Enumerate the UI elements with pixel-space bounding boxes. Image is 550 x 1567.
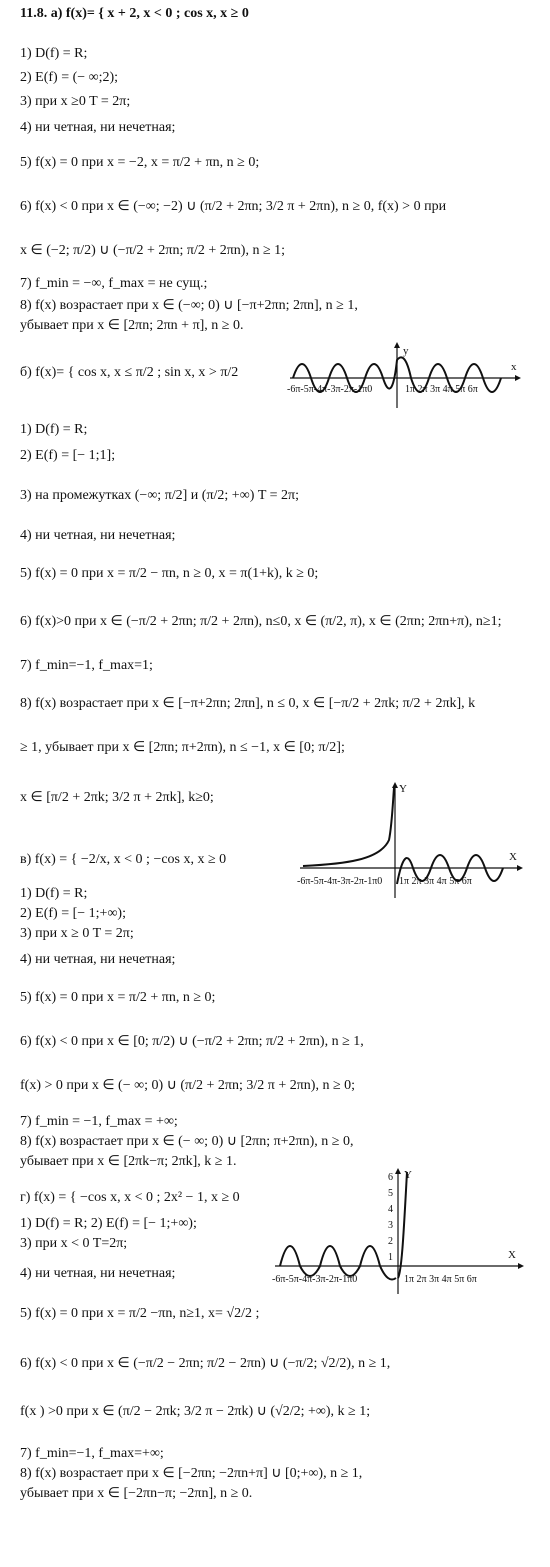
b-line-10: x ∈ [π/2 + 2πk; 3/2 π + 2πk], k≥0; (20, 790, 214, 805)
v-line-6: 6) f(x) < 0 при x ∈ [0; π/2) ∪ (−π/2 + 2πn; π/2 + 2πn), n ≥ 1, (20, 1034, 364, 1049)
g-line-7: 7) f_min=−1, f_max=+∞; (20, 1446, 164, 1461)
a-line-6: 6) f(x) < 0 при x ∈ (−∞; −2) ∪ (π/2 + 2πn; 3/2 π + 2πn), n ≥ 0, f(x) > 0 при (20, 199, 447, 214)
header-b: б) f(x)= { cos x, x ≤ π/2 ; sin x, x > π/2 (20, 365, 239, 380)
axis-y-label-b: y (403, 345, 409, 357)
a-line-5: 5) f(x) = 0 при x = −2, x = π/2 + πn, n ≥ 0; (20, 155, 260, 170)
a-line-4: 4) ни четная, ни нечетная; (20, 120, 176, 135)
svg-text:2: 2 (388, 1236, 393, 1247)
b-line-5: 5) f(x) = 0 при x = π/2 − πn, n ≥ 0, x = π(1+k), k ≥ 0; (20, 566, 319, 581)
g-line-2: 3) при x < 0 T=2π; (20, 1236, 128, 1251)
b-line-9: ≥ 1, убывает при x ∈ [2πn; π+2πn), n ≤ −1, x ∈ [0; π/2]; (20, 740, 345, 755)
svg-text:6: 6 (388, 1172, 393, 1183)
g-line-1: 1) D(f) = R; 2) E(f) = [− 1;+∞); (20, 1216, 197, 1231)
axis-x-label-g: X (508, 1249, 516, 1261)
a-line-7: x ∈ (−2; π/2) ∪ (−π/2 + 2πn; π/2 + 2πn), n ≥ 1; (20, 243, 286, 258)
header-a: 11.8. а) f(x)= { x + 2, x < 0 ; cos x, x ≥ 0 (20, 6, 249, 21)
svg-text:-6π-5π-4π-3π-2π-1π0: -6π-5π-4π-3π-2π-1π0 (297, 876, 383, 887)
a-line-10: убывает при x ∈ [2πn; 2πn + π], n ≥ 0. (20, 318, 244, 333)
v-line-4: 4) ни четная, ни нечетная; (20, 952, 176, 967)
g-line-5: 6) f(x) < 0 при x ∈ (−π/2 − 2πn; π/2 − 2πn) ∪ (−π/2; √2/2), n ≥ 1, (20, 1356, 391, 1371)
axis-y-label-v: Y (399, 783, 407, 795)
a-line-8: 7) f_min = −∞, f_max = не сущ.; (20, 276, 208, 291)
svg-text:-6π-5π-4π-3π-2π-1π0: -6π-5π-4π-3π-2π-1π0 (287, 384, 373, 395)
svg-text:3: 3 (388, 1220, 393, 1231)
graph-v (295, 780, 525, 900)
axis-x-label-v: X (509, 851, 517, 863)
svg-text:1π 2π 3π 4π 5π 6π: 1π 2π 3π 4π 5π 6π (399, 876, 472, 887)
v-line-3: 3) при x ≥ 0 T = 2π; (20, 926, 134, 941)
graph-b (285, 340, 525, 410)
b-line-2: 2) E(f) = [− 1;1]; (20, 448, 116, 463)
b-line-6: 6) f(x)>0 при x ∈ (−π/2 + 2πn; π/2 + 2πn), n≤0, x ∈ (π/2, π), x ∈ (2πn; 2πn+π), n≥1; (20, 614, 502, 629)
g-line-6: f(x ) >0 при x ∈ (π/2 − 2πk; 3/2 π − 2πk) ∪ (√2/2; +∞), k ≥ 1; (20, 1404, 371, 1419)
b-line-8: 8) f(x) возрастает при x ∈ [−π+2πn; 2πn], n ≤ 0, x ∈ [−π/2 + 2πk; π/2 + 2πk], k (20, 696, 476, 711)
v-line-10: убывает при x ∈ [2πk−π; 2πk], k ≥ 1. (20, 1154, 237, 1169)
svg-text:5: 5 (388, 1188, 393, 1199)
axis-x-label-b: x (511, 361, 517, 373)
g-line-3: 4) ни четная, ни нечетная; (20, 1266, 176, 1281)
b-line-1: 1) D(f) = R; (20, 422, 88, 437)
g-line-9: убывает при x ∈ [−2πn−π; −2πn], n ≥ 0. (20, 1486, 253, 1501)
a-line-9: 8) f(x) возрастает при x ∈ (−∞; 0) ∪ [−π+2πn; 2πn], n ≥ 1, (20, 298, 358, 313)
axis-y-label-g: Y (404, 1169, 412, 1181)
g-line-8: 8) f(x) возрастает при x ∈ [−2πn; −2πn+π] ∪ [0;+∞), n ≥ 1, (20, 1466, 363, 1481)
v-line-9: 8) f(x) возрастает при x ∈ (− ∞; 0) ∪ [2πn; π+2πn), n ≥ 0, (20, 1134, 354, 1149)
v-line-2: 2) E(f) = [− 1;+∞); (20, 906, 126, 921)
g-line-4: 5) f(x) = 0 при x = π/2 −πn, n≥1, x= √2/2 ; (20, 1306, 260, 1321)
header-v: в) f(x) = { −2/x, x < 0 ; −cos x, x ≥ 0 (20, 852, 227, 867)
b-line-7: 7) f_min=−1, f_max=1; (20, 658, 153, 673)
v-line-8: 7) f_min = −1, f_max = +∞; (20, 1114, 178, 1129)
a-line-1: 1) D(f) = R; (20, 46, 88, 61)
v-line-7: f(x) > 0 при x ∈ (− ∞; 0) ∪ (π/2 + 2πn; 3/2 π + 2πn), n ≥ 0; (20, 1078, 356, 1093)
svg-text:-6π-5π-4π-3π-2π-1π0: -6π-5π-4π-3π-2π-1π0 (272, 1274, 358, 1285)
b-line-4: 4) ни четная, ни нечетная; (20, 528, 176, 543)
v-line-5: 5) f(x) = 0 при x = π/2 + πn, n ≥ 0; (20, 990, 216, 1005)
svg-text:1: 1 (388, 1252, 393, 1263)
header-g: г) f(x) = { −cos x, x < 0 ; 2x² − 1, x ≥ 0 (20, 1190, 240, 1205)
a-line-2: 2) E(f) = (− ∞;2); (20, 70, 119, 85)
a-line-3: 3) при x ≥0 T = 2π; (20, 94, 131, 109)
b-line-3: 3) на промежутках (−∞; π/2] и (π/2; +∞) T = 2π; (20, 488, 300, 503)
graph-g (270, 1166, 525, 1296)
svg-text:1π 2π 3π 4π 5π 6π: 1π 2π 3π 4π 5π 6π (404, 1274, 477, 1285)
v-line-1: 1) D(f) = R; (20, 886, 88, 901)
svg-text:1π 2π 3π 4π 5π 6π: 1π 2π 3π 4π 5π 6π (405, 384, 478, 395)
svg-text:4: 4 (388, 1204, 393, 1215)
